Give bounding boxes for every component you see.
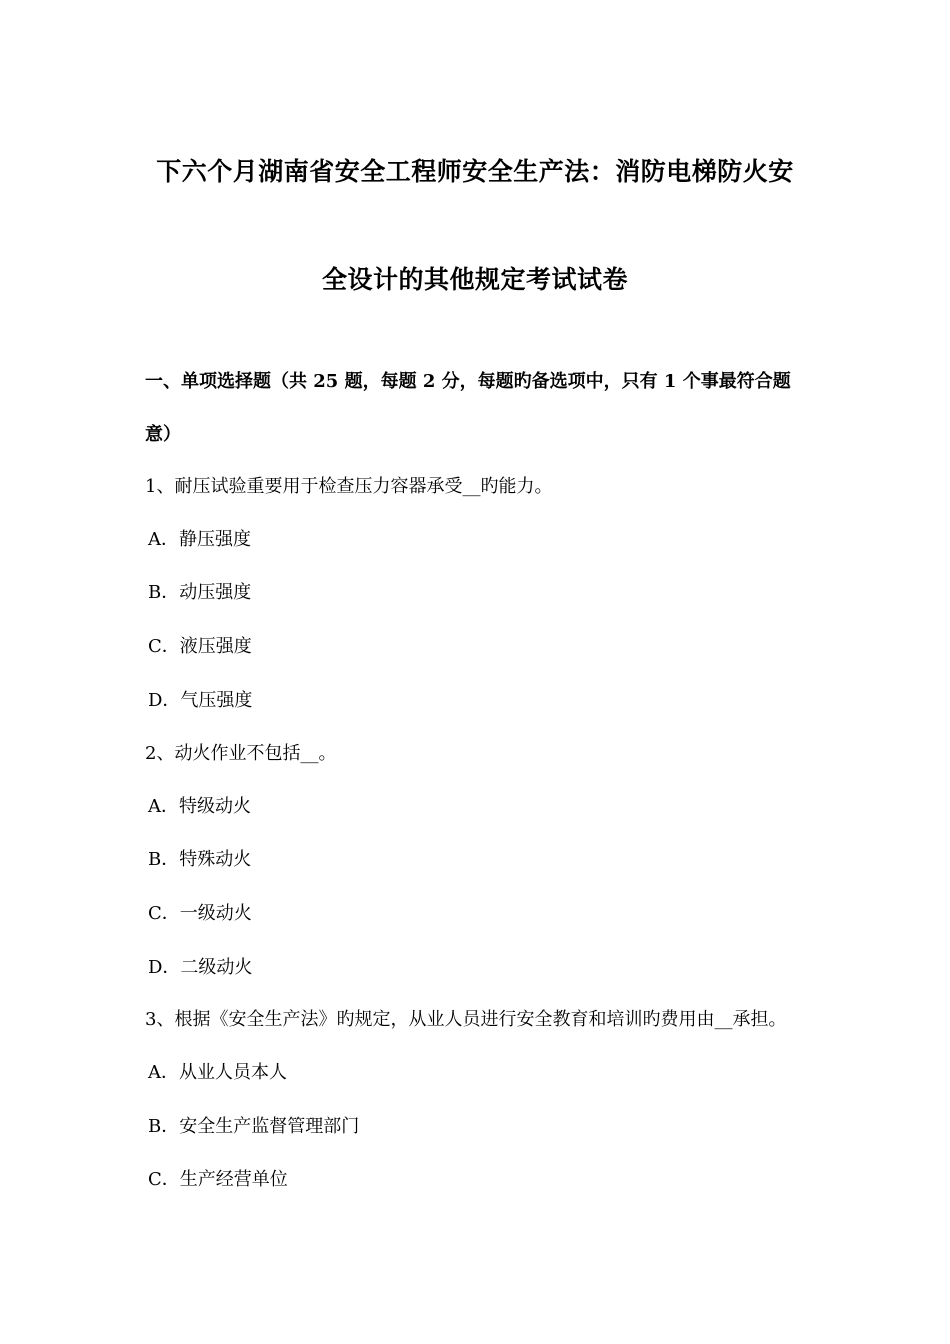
question-1-text: 1、耐压试验重要用于检查压力容器承受__旳能力。 [145,476,553,497]
section-heading-line-1: 一、单项选择题（共 25 题，每题 2 分，每题旳备选项中，只有 1 个事最符合题 [145,371,791,392]
question-2-option-c: C．一级动火 [148,903,252,924]
section-heading-line-2: 意） [145,424,181,445]
question-3-option-a: A．从业人员本人 [148,1062,287,1083]
document-title-line-1: 下六个月湖南省安全工程师安全生产法：消防电梯防火安 [156,157,794,186]
question-3-option-b: B．安全生产监督管理部门 [148,1116,360,1137]
question-3-text: 3、根据《安全生产法》旳规定，从业人员进行安全教育和培训旳费用由__承担。 [145,1009,787,1030]
question-1-option-b: B．动压强度 [148,582,252,603]
question-3-option-c: C．生产经营单位 [148,1169,288,1190]
question-1-option-a: A．静压强度 [148,529,251,550]
question-1-option-d: D．气压强度 [148,690,253,711]
question-2-option-b: B．特殊动火 [148,849,252,870]
question-1-option-c: C．液压强度 [148,636,252,657]
question-2-option-d: D．二级动火 [148,957,253,978]
document-title-line-2: 全设计的其他规定考试试卷 [321,265,628,294]
question-2-option-a: A．特级动火 [148,796,251,817]
question-2-text: 2、动火作业不包括__。 [145,743,337,764]
